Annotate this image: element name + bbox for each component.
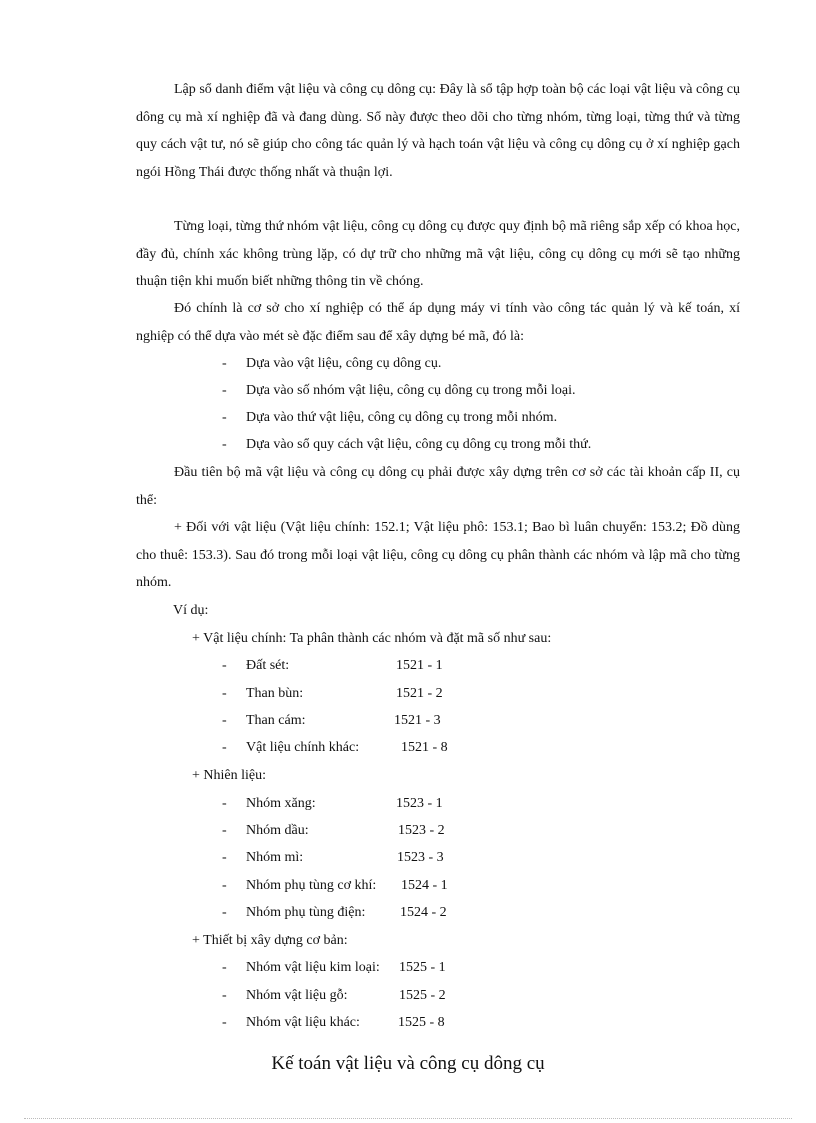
item-code: 1525 - 8 xyxy=(398,1015,445,1030)
item-code: 1525 - 1 xyxy=(399,960,446,975)
dash-marker: - xyxy=(222,410,227,425)
dash-marker: - xyxy=(222,658,227,673)
dash-marker: - xyxy=(222,356,227,371)
paragraph-dau-tien: Đầu tiên bộ mã vật liệu và công cụ dông cụ phải được xây dựng trên cơ sở các tài khoản cấp II, cụ thể: xyxy=(136,465,740,508)
group-heading: + Vật liệu chính: Ta phân thành các nhóm và đặt mã số như sau: xyxy=(192,631,552,646)
item-name: Vật liệu chính khác: xyxy=(246,740,360,755)
list-item-text: Dựa vào sổ quy cách vật liệu, công cụ dông cụ trong mỗi thứ. xyxy=(246,437,592,452)
item-code: 1521 - 1 xyxy=(396,658,443,673)
paragraph-co-so: Đó chính là cơ sở cho xí nghiệp có thể áp dụng máy vi tính vào công tác quản lý và kế toán, xí nghiệp có thể dựa vào mét sè đặc điểm sau để xây dựng bé mã, đó là: xyxy=(136,301,740,344)
item-code: 1523 - 1 xyxy=(396,796,443,811)
item-name: Nhóm vật liệu gỗ: xyxy=(246,988,348,1003)
item-name: Than bùn: xyxy=(246,686,304,701)
page-footer-title: Kế toán vật liệu và công cụ dông cụ xyxy=(271,1053,545,1074)
item-code: 1523 - 2 xyxy=(398,823,445,838)
dash-marker: - xyxy=(222,1015,227,1030)
dash-marker: - xyxy=(222,740,227,755)
item-code: 1521 - 2 xyxy=(396,686,443,701)
list-item-text: Dựa vào số nhóm vật liệu, công cụ dông cụ trong mỗi loại. xyxy=(246,383,576,398)
item-name: Nhóm mì: xyxy=(246,850,304,865)
paragraph-bo-ma: Từng loại, từng thứ nhóm vật liệu, công cụ dông cụ được quy định bộ mã riêng sắp xếp có khoa học, đầy đủ, chính xác không trùng lặp, có dự trữ cho những mã vật liệu, công cụ dông cụ mới sẽ tạo những thuận tiện khi muốn biết những thông tin về chóng. xyxy=(136,219,740,289)
item-name: Đất sét: xyxy=(246,658,290,673)
dash-marker: - xyxy=(222,878,227,893)
dash-marker: - xyxy=(222,960,227,975)
item-code: 1524 - 2 xyxy=(400,905,447,920)
group-heading: + Nhiên liệu: xyxy=(192,768,266,783)
item-name: Nhóm vật liệu khác: xyxy=(246,1015,360,1030)
dash-marker: - xyxy=(222,988,227,1003)
item-code: 1524 - 1 xyxy=(401,878,448,893)
item-name: Nhóm dầu: xyxy=(246,823,309,838)
group-heading: + Thiết bị xây dựng cơ bản: xyxy=(192,933,348,948)
list-item-text: Dựa vào vật liệu, công cụ dông cụ. xyxy=(246,356,442,371)
example-label: Ví dụ: xyxy=(173,603,209,618)
item-name: Nhóm xăng: xyxy=(246,796,316,811)
dash-marker: - xyxy=(222,383,227,398)
item-name: Nhóm phụ tùng cơ khí: xyxy=(246,878,377,893)
item-name: Than cám: xyxy=(246,713,306,728)
item-code: 1521 - 3 xyxy=(394,713,441,728)
paragraph-sodanhdiem: Lập sổ danh điểm vật liệu và công cụ dông cụ: Đây là sổ tập hợp toàn bộ các loại vật liệu và công cụ dông cụ mà xí nghiệp đã và đang dùng. Sổ này được theo dõi cho từng nhóm, từng loại, từng thứ và từng quy cách vật tư, nó sẽ giúp cho công tác quản lý và hạch toán vật liệu và công cụ dông cụ ở xí nghiệp gạch ngói Hồng Thái được thống nhất và thuận lợi. xyxy=(136,82,740,180)
dash-marker: - xyxy=(222,823,227,838)
item-code: 1525 - 2 xyxy=(399,988,446,1003)
item-code: 1523 - 3 xyxy=(397,850,444,865)
item-name: Nhóm phụ tùng điện: xyxy=(246,905,366,920)
dash-marker: - xyxy=(222,796,227,811)
dash-marker: - xyxy=(222,437,227,452)
footer-divider xyxy=(24,1118,792,1119)
dash-marker: - xyxy=(222,713,227,728)
dash-marker: - xyxy=(222,850,227,865)
list-item-text: Dựa vào thứ vật liệu, công cụ dông cụ trong mỗi nhóm. xyxy=(246,410,558,425)
item-code: 1521 - 8 xyxy=(401,740,448,755)
item-name: Nhóm vật liệu kim loại: xyxy=(246,960,380,975)
dash-marker: - xyxy=(222,905,227,920)
dash-marker: - xyxy=(222,686,227,701)
paragraph-doi-voi-vat-lieu: + Đối với vật liệu (Vật liệu chính: 152.1; Vật liệu phô: 153.1; Bao bì luân chuyển: 153.2; Đồ dùng cho thuê: 153.3). Sau đó trong mỗi loại vật liệu, công cụ dông cụ phân thành các nhóm và lập mã cho từng nhóm. xyxy=(136,520,740,590)
